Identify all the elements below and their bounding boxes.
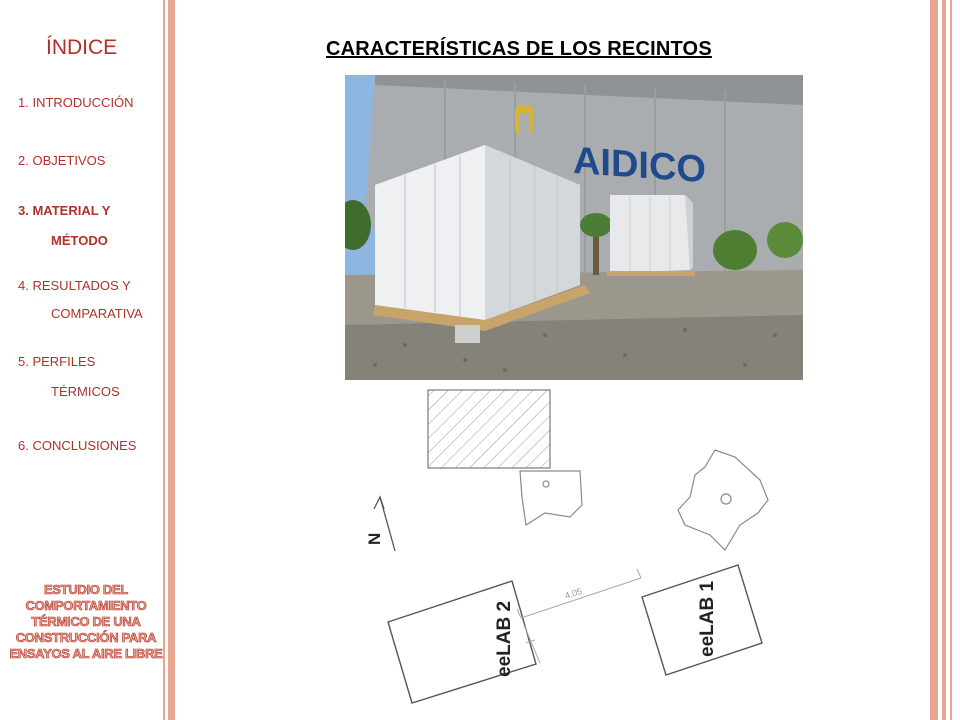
nav-item-label: 6. CONCLUSIONES: [18, 438, 137, 453]
hatched-building: [428, 390, 550, 468]
nav-item-label: 3. MATERIAL Y: [18, 203, 111, 218]
nav-item-label-line2: TÉRMICOS: [51, 384, 120, 399]
eelab2-label: eeLAB 2: [494, 600, 515, 677]
right-border: [950, 0, 952, 720]
nav-item-material-metodo[interactable]: [18, 203, 111, 248]
sidebar-divider: [168, 0, 175, 720]
site-photo: [345, 75, 803, 380]
distance-label: 4,05: [563, 585, 584, 601]
right-border: [930, 0, 938, 720]
nav-item-introduccion[interactable]: [18, 95, 134, 110]
building-sign-text: AIDICO: [573, 139, 706, 192]
distance-dimension: [517, 569, 641, 663]
nav-item-label: 2. OBJETIVOS: [18, 153, 106, 168]
nav-item-label: 4. RESULTADOS Y: [18, 278, 131, 293]
page-title: CARACTERÍSTICAS DE LOS RECINTOS: [326, 38, 712, 60]
eelab1-label: eeLAB 1: [697, 580, 718, 657]
north-label: N: [365, 532, 384, 545]
nav-item-resultados[interactable]: [18, 278, 143, 321]
nav-item-label-line2: MÉTODO: [51, 233, 108, 248]
nav-item-label: 1. INTRODUCCIÓN: [18, 95, 134, 110]
garden-plot-right: [678, 450, 768, 550]
index-title: ÍNDICE: [46, 36, 118, 59]
right-border: [942, 0, 946, 720]
nav-item-label: 5. PERFILES: [18, 354, 96, 369]
garden-plot-left: [520, 471, 582, 525]
study-title: ESTUDIO DEL COMPORTAMIENTO TÉRMICO DE UNA CONSTRUCCIÓN PARA ENSAYOS AL AIRE LIBRE: [9, 582, 163, 661]
nav-item-objetivos[interactable]: [18, 153, 105, 168]
nav-item-perfiles[interactable]: [18, 354, 120, 399]
nav-item-label-line2: COMPARATIVA: [51, 306, 143, 321]
site-plan: [340, 385, 810, 715]
nav-item-conclusiones[interactable]: [18, 438, 136, 453]
